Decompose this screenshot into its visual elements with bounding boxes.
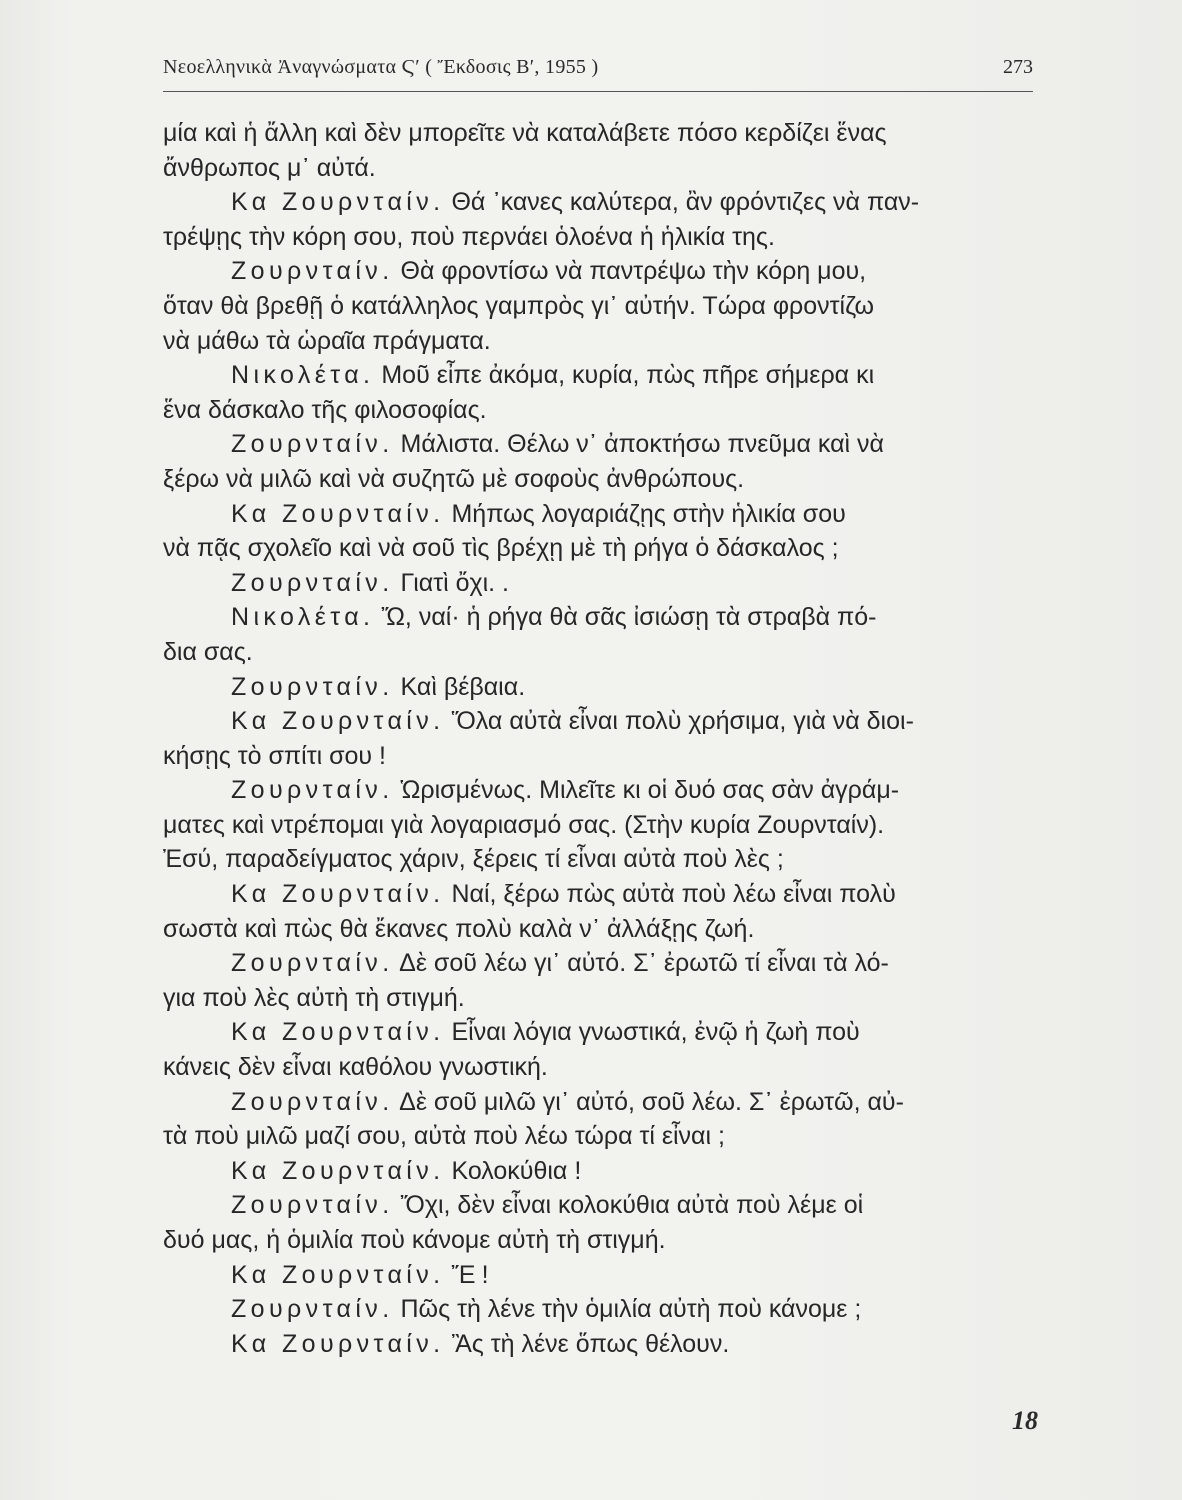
text-line (163, 877, 1043, 912)
text-line (163, 497, 1043, 532)
line-text: μία καὶ ἡ ἄλλη καὶ δὲν μπορεῖτε νὰ καταλάβετε πόσο κερδίζει ἕνας (163, 119, 887, 147)
speaker-name: Κα Ζουρνταίν. (231, 1156, 445, 1185)
speaker-name: Ζουρνταίν. (231, 1295, 394, 1324)
text-line (163, 531, 1043, 566)
line-text: Δὲ σοῦ λέω γι᾽ αὐτό. Σ᾽ ἐρωτῶ τί εἶναι τὰ λό- (399, 949, 889, 978)
line-text: Γιατὶ ὄχι. . (400, 568, 509, 597)
text-line (163, 220, 1043, 255)
dialogue-text (163, 116, 1043, 1361)
line-text: ἕνα δάσκαλο τῆς φιλοσοφίας. (163, 395, 487, 424)
line-text: Ἂς τὴ λένε ὅπως θέλουν. (451, 1329, 730, 1358)
text-line (163, 773, 1043, 808)
speaker-name: Κα Ζουρνταίν. (231, 1260, 445, 1289)
text-line (163, 324, 1043, 359)
speaker-name: Ζουρνταίν. (231, 257, 394, 286)
line-text: Καὶ βέβαια. (400, 672, 526, 701)
line-text: Δὲ σοῦ μιλῶ γι᾽ αὐτό, σοῦ λέω. Σ᾽ ἐρωτῶ, αὐ- (399, 1087, 904, 1116)
speaker-name: Νικολέτα. (231, 603, 375, 632)
header-rule (163, 91, 1033, 92)
speaker-name: Ζουρνταίν. (231, 949, 394, 978)
speaker-name: Νικολέτα. (231, 361, 375, 390)
text-line (163, 1258, 1043, 1293)
text-line (163, 1154, 1043, 1189)
text-line (163, 1223, 1043, 1258)
line-text: Ὡρισμένως. Μιλεῖτε κι οἱ δυό σας σὰν ἀγράμ- (400, 776, 900, 805)
header-title: Νεοελληνικὰ Ἀναγνώσματα Ϛ′ ( Ἔκδοσις Β′, 1955 ) (163, 56, 599, 78)
speaker-name: Ζουρνταίν. (231, 672, 394, 701)
line-text: ξέρω νὰ μιλῶ καὶ νὰ συζητῶ μὲ σοφοὺς ἀνθρώπους. (163, 464, 745, 493)
text-line (163, 1119, 1043, 1154)
line-text: τὰ ποὺ μιλῶ μαζί σου, αὐτὰ ποὺ λέω τώρα τί εἶναι ; (163, 1122, 725, 1151)
text-line (163, 427, 1043, 462)
line-text: Ὤ, ναί· ἡ ρήγα θὰ σᾶς ἰσιώσῃ τὰ στραβὰ πό- (381, 603, 877, 632)
line-text: Κολοκύθια ! (451, 1156, 582, 1185)
text-line (163, 912, 1043, 947)
speaker-name: Ζουρνταίν. (231, 568, 394, 597)
signature-number: 18 (1012, 1406, 1038, 1435)
text-line (163, 981, 1043, 1016)
text-line (163, 842, 1043, 877)
speaker-name: Κα Ζουρνταίν. (231, 1018, 445, 1047)
text-line (163, 185, 1043, 220)
line-text: Θὰ φροντίσω νὰ παντρέψω τὴν κόρη μου, (400, 257, 867, 286)
line-text: κήσῃς τὸ σπίτι σου ! (163, 741, 386, 770)
line-text: Μάλιστα. Θέλω ν᾽ ἀποκτήσω πνεῦμα καὶ νὰ (400, 430, 884, 459)
line-text: κάνεις δὲν εἶναι καθόλου γνωστική. (163, 1053, 548, 1082)
line-text: Μήπως λογαριάζῃς στὴν ἡλικία σου (451, 499, 846, 528)
line-text: ἄνθρωπος μ᾽ αὐτά. (163, 153, 376, 182)
text-line (163, 1085, 1043, 1120)
text-line (163, 254, 1043, 289)
text-line (163, 600, 1043, 635)
speaker-name: Κα Ζουρνταίν. (231, 188, 445, 217)
line-text: Ἔ ! (451, 1260, 489, 1289)
text-line (163, 151, 1043, 186)
speaker-name: Ζουρνταίν. (231, 776, 394, 805)
text-line (163, 566, 1043, 601)
line-text: Πῶς τὴ λένε τὴν ὁμιλία αὐτὴ ποὺ κάνομε ; (400, 1295, 862, 1324)
line-text: νὰ πᾷς σχολεῖο καὶ νὰ σοῦ τὶς βρέχῃ μὲ τὴ ρήγα ὁ δάσκαλος ; (163, 534, 839, 563)
line-text: σωστὰ καὶ πὼς θὰ ἔκανες πολὺ καλὰ ν᾽ ἀλλάξῃς ζωή. (163, 914, 755, 943)
line-text: Ὄχι, δὲν εἶναι κολοκύθια αὐτὰ ποὺ λέμε οἱ (400, 1191, 864, 1220)
text-line (163, 393, 1043, 428)
text-line (163, 670, 1043, 705)
text-line (163, 1188, 1043, 1223)
text-line (163, 1327, 1043, 1362)
text-line (163, 116, 1043, 151)
line-text: δυό μας, ἡ ὁμιλία ποὺ κάνομε αὐτὴ τὴ στιγμή. (163, 1226, 666, 1254)
speaker-name: Κα Ζουρνταίν. (231, 499, 445, 528)
line-text: Εἶναι λόγια γνωστικά, ἐνῷ ἡ ζωὴ ποὺ (451, 1018, 860, 1047)
running-header (163, 56, 1033, 88)
speaker-name: Κα Ζουρνταίν. (231, 880, 445, 909)
line-text: Ἐσύ, παραδείγματος χάριν, ξέρεις τί εἶναι αὐτὰ ποὺ λὲς ; (163, 845, 784, 874)
text-line (163, 1050, 1043, 1085)
text-line (163, 739, 1043, 774)
line-text: Ναί, ξέρω πὼς αὐτὰ ποὺ λέω εἶναι πολὺ (451, 880, 896, 909)
line-text: Ὅλα αὐτὰ εἶναι πολὺ χρήσιμα, γιὰ νὰ διοι- (451, 707, 914, 736)
speaker-name: Ζουρνταίν. (231, 1191, 394, 1220)
line-text: για ποὺ λὲς αὐτὴ τὴ στιγμή. (163, 983, 465, 1012)
text-line (163, 289, 1043, 324)
line-text: ὅταν θὰ βρεθῇ ὁ κατάλληλος γαμπρὸς γι᾽ αὐτήν. Τώρα φροντίζω (163, 291, 874, 320)
text-line (163, 946, 1043, 981)
line-text: Μοῦ εἶπε ἀκόμα, κυρία, πὼς πῆρε σήμερα κι (381, 361, 875, 390)
speaker-name: Κα Ζουρνταίν. (231, 1329, 445, 1358)
line-text: δια σας. (163, 637, 253, 666)
line-text: Θά ᾽κανες καλύτερα, ἂν φρόντιζες νὰ παν- (451, 188, 920, 217)
text-line (163, 462, 1043, 497)
speaker-name: Κα Ζουρνταίν. (231, 707, 445, 736)
speaker-name: Ζουρνταίν. (231, 1087, 394, 1116)
text-line (163, 1292, 1043, 1327)
page-number: 273 (1003, 56, 1033, 78)
text-line (163, 1015, 1043, 1050)
line-text: νὰ μάθω τὰ ὡραῖα πράγματα. (163, 326, 491, 355)
text-line (163, 358, 1043, 393)
text-line (163, 635, 1043, 670)
text-line (163, 704, 1043, 739)
text-line (163, 808, 1043, 843)
speaker-name: Ζουρνταίν. (231, 430, 394, 459)
line-text: τρέψῃς τὴν κόρη σου, ποὺ περνάει ὁλοένα ἡ ἡλικία της. (163, 222, 775, 251)
line-text: ματες καὶ ντρέπομαι γιὰ λογαριασμό σας. (Στὴν κυρία Ζουρνταίν). (163, 810, 885, 839)
